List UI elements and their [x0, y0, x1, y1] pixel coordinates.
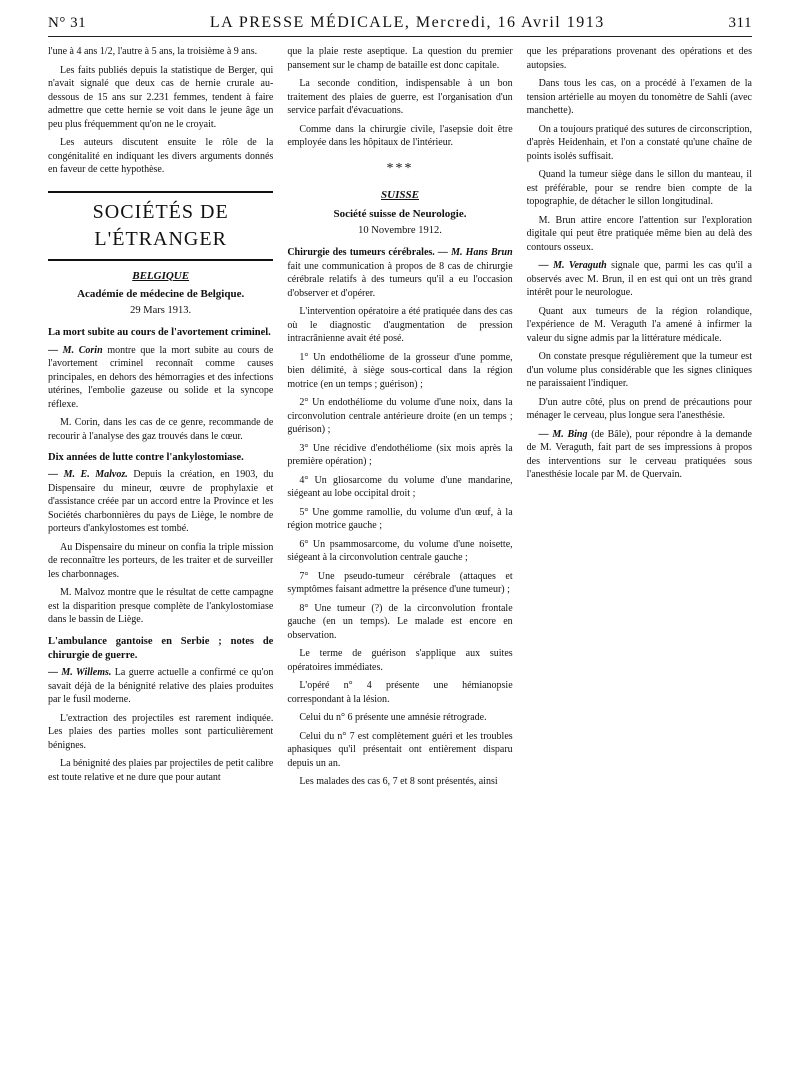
author-name: — M. Corin: [48, 344, 103, 356]
paragraph: 1° Un endothéliome de la grosseur d'une pomme, bien délimité, à siège sous-cortical dans la région motrice (en un temps ; guérison) ;: [287, 351, 513, 390]
paragraph: Celui du n° 7 est complètement guéri et les troubles aphasiques qu'il présentait ont entièrement disparu depuis un an.: [287, 730, 513, 769]
paragraph: Les faits publiés depuis la statistique de Berger, qui n'avait signalé que deux cas de hernie crurale au-dessous de 15 ans sur 2.231 femmes, tendent à faire admettre que cette hernie se voit dans le jeune âge un peu plus fréquemment qu'on ne le croyait.: [48, 64, 274, 130]
paragraph: 7° Une pseudo-tumeur cérébrale (attaques et symptômes faisant admettre la présence d'une tumeur) ;: [287, 570, 513, 596]
article-title: L'ambulance gantoise en Serbie ; notes de chirurgie de guerre.: [48, 635, 274, 661]
paragraph: que les préparations provenant des opérations et des autopsies.: [526, 46, 752, 71]
article-text: signale que, parmi les cas qu'il a observés avec M. Brun, il en est qui ont un très grand intérêt pour le neurologue.: [526, 260, 752, 298]
country-heading: SUISSE: [381, 189, 419, 202]
paragraph: 5° Une gomme ramollie, du volume d'un œuf, à la région motrice gauche ;: [287, 506, 513, 532]
issue-number: N° 31: [48, 15, 87, 31]
paragraph: Le terme de guérison s'applique aux suites opératoires immédiates.: [287, 648, 513, 673]
article-title: Chirurgie des tumeurs cérébrales.: [287, 247, 435, 259]
article-text: fait une communication à propos de 8 cas de chirurgie cérébrale relatifs à des tumeurs qu'il a eu l'occasion d'observer et d'opérer.: [287, 260, 513, 299]
column-2: [287, 45, 512, 1072]
article-title: Dix années de lutte contre l'ankylostomiase.: [48, 452, 244, 464]
paragraph: Quand la tumeur siège dans le sillon du manteau, il est préférable, pour se rendre bien compte de la topographie, de détacher le sillon longitudinal.: [526, 169, 752, 207]
paragraph: Comme dans la chirurgie civile, l'asepsie doit être employée dans les hôpitaux de l'intérieur.: [287, 123, 513, 148]
paragraph: La bénignité des plaies par projectiles de petit calibre est toute relative et ne dure que pour autant: [48, 758, 274, 783]
paragraph: L'extraction des projectiles est rarement indiquée. Les plaies des parties molles sont particulièrement bénignes.: [48, 712, 274, 751]
paragraph: L'intervention opératoire a été pratiquée dans des cas où le diagnostic d'augmentation de pression intracrânienne avait été posé.: [287, 306, 513, 345]
article-text: montre que la mort subite au cours de l'avortement criminel reconnaît comme causes principales, en dehors des hémorragies et des infections utérines, l'embolie gazeuse ou solide et la syncope réflexe.: [48, 344, 274, 410]
paragraph: [48, 468, 273, 536]
column-1: [48, 45, 273, 1072]
paragraph: 2° Un endothéliome du volume d'une noix, dans la circonvolution centrale antérieure droite (en un temps ; guérison) ;: [287, 397, 513, 436]
text-columns: [48, 37, 752, 1072]
paragraph: [287, 246, 512, 300]
article-text: Depuis la création, en 1903, du Dispensaire du mineur, œuvre de prophylaxie et d'assistance créée par un accord entre la Province et les Sociétés charbonnières du pays de Liège, le nombre de porteurs d'ankylostomes est tombé.: [48, 469, 274, 535]
paragraph: D'un autre côté, plus on prend de précautions pour ménager le cerveau, plus longue sera l'anesthésie.: [526, 396, 752, 421]
paragraph: Quant aux tumeurs de la région rolandique, l'expérience de M. Veraguth l'a amené à infirmer la valeur du signe admis par la littérature médicale.: [526, 305, 752, 344]
section-separator-stars: ***: [386, 160, 414, 176]
society-heading: Société suisse de Neurologie.: [333, 208, 467, 221]
article-text: La guerre actuelle a confirmé ce qu'on savait déjà de la bénignité relative des plaies produites par le fusil moderne.: [48, 667, 274, 706]
session-date: 29 Mars 1913.: [130, 305, 192, 317]
paragraph: Les malades des cas 6, 7 et 8 sont présentés, ainsi: [299, 776, 498, 788]
paragraph: Celui du n° 6 présente une amnésie rétrograde.: [299, 712, 487, 724]
paragraph: 3° Une récidive d'endothéliome (six mois après la première opération) ;: [287, 442, 513, 468]
paragraph: que la plaie reste aseptique. La question du premier pansement sur le champ de bataille est donc capitale.: [287, 46, 513, 71]
paragraph: On a toujours pratiqué des sutures de circonscription, d'après Heidenhain, et l'on a constaté qu'une chaîne de points isolés suffisait.: [526, 123, 752, 162]
running-head: [48, 14, 752, 37]
author-name: — M. Veraguth: [538, 260, 607, 271]
session-date: 10 Novembre 1912.: [358, 225, 442, 237]
author-name: — M. Hans Brun: [437, 247, 513, 259]
paragraph: Au Dispensaire du mineur on confia la triple mission de reconnaître les porteurs, de les traiter et de surveiller les charbonnages.: [48, 541, 274, 580]
section-title: SOCIÉTÉS DE L'ÉTRANGER: [48, 191, 273, 261]
paragraph: [48, 344, 273, 412]
article-title: La mort subite au cours de l'avortement criminel.: [48, 327, 271, 339]
paragraph: Les auteurs discutent ensuite le rôle de la congénitalité en indiquant les divers arguments donnés en faveur de cette hypothèse.: [48, 137, 274, 175]
paragraph: M. Malvoz montre que le résultat de cette campagne est la disparition presque complète de l'ankylostomiase dans le bassin de Liège.: [48, 587, 274, 626]
paragraph: La seconde condition, indispensable à un bon traitement des plaies de guerre, est l'organisation d'un service parfait d'évacuations.: [287, 78, 513, 116]
paragraph: M. Brun attire encore l'attention sur l'exploration digitale qui peut être pratiquée même bien au delà des contours osseux.: [526, 214, 752, 253]
paragraph: 8° Une tumeur (?) de la circonvolution frontale gauche (en un temps). Le malade est encore en observation.: [287, 602, 513, 641]
page-number: 311: [728, 15, 752, 31]
paragraph: [527, 428, 752, 482]
article-text: (de Bâle), pour répondre à la demande de M. Veraguth, fait part de ses impressions à propos des interventions sur le cerveau pratiquées sous l'anesthésie locale par M. de Quervain.: [526, 428, 752, 480]
author-name: — M. Willems.: [48, 667, 112, 679]
paragraph: [527, 259, 752, 300]
author-name: — M. Bing: [538, 428, 588, 440]
paragraph: On constate presque régulièrement que la tumeur est d'un volume plus considérable que les signes cliniques ne paraissaient l'indiquer.: [526, 351, 752, 389]
author-name: — M. E. Malvoz.: [48, 469, 128, 481]
paragraph: M. Corin, dans les cas de ce genre, recommande de recourir à l'analyse des gaz trouvés dans le cœur.: [48, 417, 274, 442]
column-3: [527, 45, 752, 1072]
society-heading: Académie de médecine de Belgique.: [77, 288, 245, 301]
paragraph: [48, 666, 273, 707]
paragraph: l'une à 4 ans 1/2, l'autre à 5 ans, la troisième à 9 ans.: [48, 46, 258, 57]
country-heading: BELGIQUE: [132, 269, 190, 282]
paragraph: L'opéré n° 4 présente une hémianopsie correspondant à la lésion.: [287, 680, 513, 705]
journal-title: LA PRESSE MÉDICALE, Mercredi, 16 Avril 1913: [209, 14, 605, 31]
paragraph: 4° Un gliosarcome du volume d'une mandarine, siégeant au lobe occipital droit ;: [287, 474, 513, 500]
paragraph: 6° Un psammosarcome, du volume d'une noisette, siégeant à la circonvolution centrale gauche ;: [287, 538, 513, 564]
paragraph: Dans tous les cas, on a procédé à l'examen de la tension artérielle au moyen du tonomètre de Sahli (avec manchette).: [526, 78, 752, 116]
